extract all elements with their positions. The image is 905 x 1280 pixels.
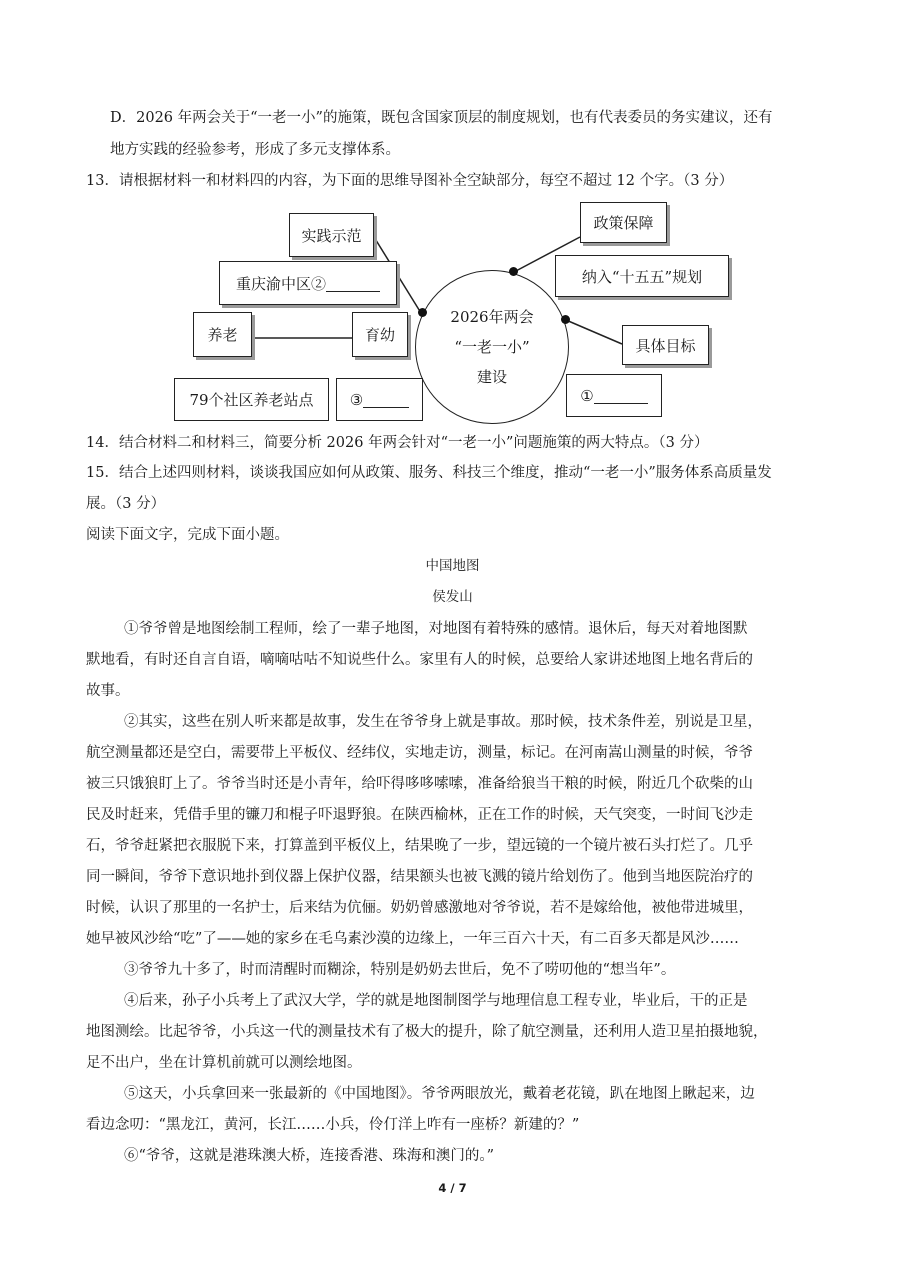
question-15-line-2: 展。（3 分） <box>86 496 166 512</box>
mindmap-center-line-3: 建设 <box>476 368 507 386</box>
connector-dot-left <box>418 308 427 317</box>
story-line: 被三只饿狼盯上了。爷爷当时还是小青年，给吓得哆哆嗦嗦，准备给狼当干粮的时候，附近几个砍柴的山 <box>86 776 753 792</box>
mindmap-chongqing-box <box>219 261 397 305</box>
mindmap-practice-box: 实践示范 <box>289 213 374 257</box>
connector-dot-right <box>561 315 570 324</box>
connector-goals <box>566 320 622 344</box>
mindmap-center-line-1: 2026年两会 <box>450 308 534 326</box>
story-line: 石，爷爷赶紧把衣服脱下来，打算盖到平板仪上，结果晚了一步，望远镜的一个镜片被石头打烂了。几乎 <box>86 838 753 854</box>
story-line: ②其实，这些在别人听来都是故事，发生在爷爷身上就是事故。那时候，技术条件差，别说是卫星， <box>124 714 762 730</box>
mindmap-plan-box: 纳入“十五五”规划 <box>555 255 729 297</box>
story-line: ④后来，孙子小兵考上了武汉大学，学的就是地图制图学与地理信息工程专业，毕业后，干的正是 <box>124 993 748 1009</box>
story-line: 故事。 <box>86 683 130 699</box>
mindmap-chongqing-label: 重庆渝中区② <box>235 274 326 293</box>
question-13: 13．请根据材料一和材料四的内容，为下面的思维导图补全空缺部分，每空不超过 12 个字。（3 分） <box>86 173 734 189</box>
story-line: 看边念叨：“黑龙江，黄河，长江……小兵，伶仃洋上咋有一座桥？新建的？” <box>86 1117 580 1133</box>
story-line: 她早被风沙给“吃”了——她的家乡在毛乌素沙漠的边缘上，一年三百六十天，有二百多天都是风沙…… <box>86 931 739 947</box>
reading-instruction: 阅读下面文字，完成下面小题。 <box>86 527 289 543</box>
option-d-line-1: D．2026 年两会关于“一老一小”的施策，既包含国家顶层的制度规划，也有代表委员的务实建议，还有 <box>110 110 773 126</box>
mindmap-policy-box: 政策保障 <box>580 202 667 243</box>
story-line: 民及时赶来，凭借手里的镰刀和棍子吓退野狼。在陕西榆林，正在工作的时候，天气突变，一时间飞沙走 <box>86 807 753 823</box>
question-14: 14．结合材料二和材料三，简要分析 2026 年两会针对“一老一小”问题施策的两大特点。（3 分） <box>86 435 709 451</box>
mindmap-stations-box: 79个社区养老站点 <box>174 378 329 421</box>
mindmap-goals-box: 具体目标 <box>622 325 709 365</box>
mindmap-center-circle <box>415 270 569 424</box>
mindmap-yuyou-box: 育幼 <box>352 312 408 357</box>
story-author: 侯发山 <box>432 589 473 605</box>
story-line: ③爷爷九十多了，时而清醒时而糊涂，特别是奶奶去世后，免不了唠叨他的“想当年”。 <box>124 962 676 978</box>
mindmap-blank1-label: ① <box>580 386 594 405</box>
mindmap-blank1-box <box>566 374 662 417</box>
story-line: 时候，认识了那里的一名护士，后来结为伉俪。奶奶曾感激地对爷爷说，若不是嫁给他，被他带进城里， <box>86 900 753 916</box>
story-line: ⑥“爷爷，这就是港珠澳大桥，连接香港、珠海和澳门的。” <box>124 1148 495 1164</box>
story-title: 中国地图 <box>425 558 480 574</box>
mindmap-yanglao-box: 养老 <box>193 312 252 357</box>
story-line: 航空测量都还是空白，需要带上平板仪、经纬仪，实地走访，测量，标记。在河南嵩山测量的时候，爷爷 <box>86 745 753 761</box>
story-line: 同一瞬间，爷爷下意识地扑到仪器上保护仪器，结果额头也被飞溅的镜片给划伤了。他到当地医院治疗的 <box>86 869 753 885</box>
story-line: ⑤这天，小兵拿回来一张最新的《中国地图》。爷爷两眼放光，戴着老花镜，趴在地图上瞅起来，边 <box>124 1086 755 1102</box>
story-line: 足不出户，坐在计算机前就可以测绘地图。 <box>86 1055 362 1071</box>
story-line: ①爷爷曾是地图绘制工程师，绘了一辈子地图，对地图有着特殊的感情。退休后，每天对着地图默 <box>124 621 748 637</box>
story-line: 默地看，有时还自言自语，嘀嘀咕咕不知说些什么。家里有人的时候，总要给人家讲述地图上地名背后的 <box>86 652 753 668</box>
connector-dot-top <box>509 267 518 276</box>
mindmap-blank3-label: ③ <box>349 390 364 409</box>
story-line: 地图测绘。比起爷爷，小兵这一代的测量技术有了极大的提升，除了航空测量，还利用人造卫星拍摄地貌， <box>86 1024 768 1040</box>
mindmap-center-line-2: “一老一小” <box>454 338 530 356</box>
answer-blank-3[interactable] <box>363 391 409 408</box>
mindmap-blank3-box <box>336 378 423 421</box>
answer-blank-1[interactable] <box>594 387 648 404</box>
answer-blank-2[interactable] <box>326 275 380 292</box>
page-number: 4 / 7 <box>438 1181 467 1195</box>
option-d-line-2: 地方实践的经验参考，形成了多元支撑体系。 <box>110 142 400 158</box>
question-15-line-1: 15．结合上述四则材料，谈谈我国应如何从政策、服务、科技三个维度，推动“一老一小”服务体系高质量发 <box>86 465 772 481</box>
